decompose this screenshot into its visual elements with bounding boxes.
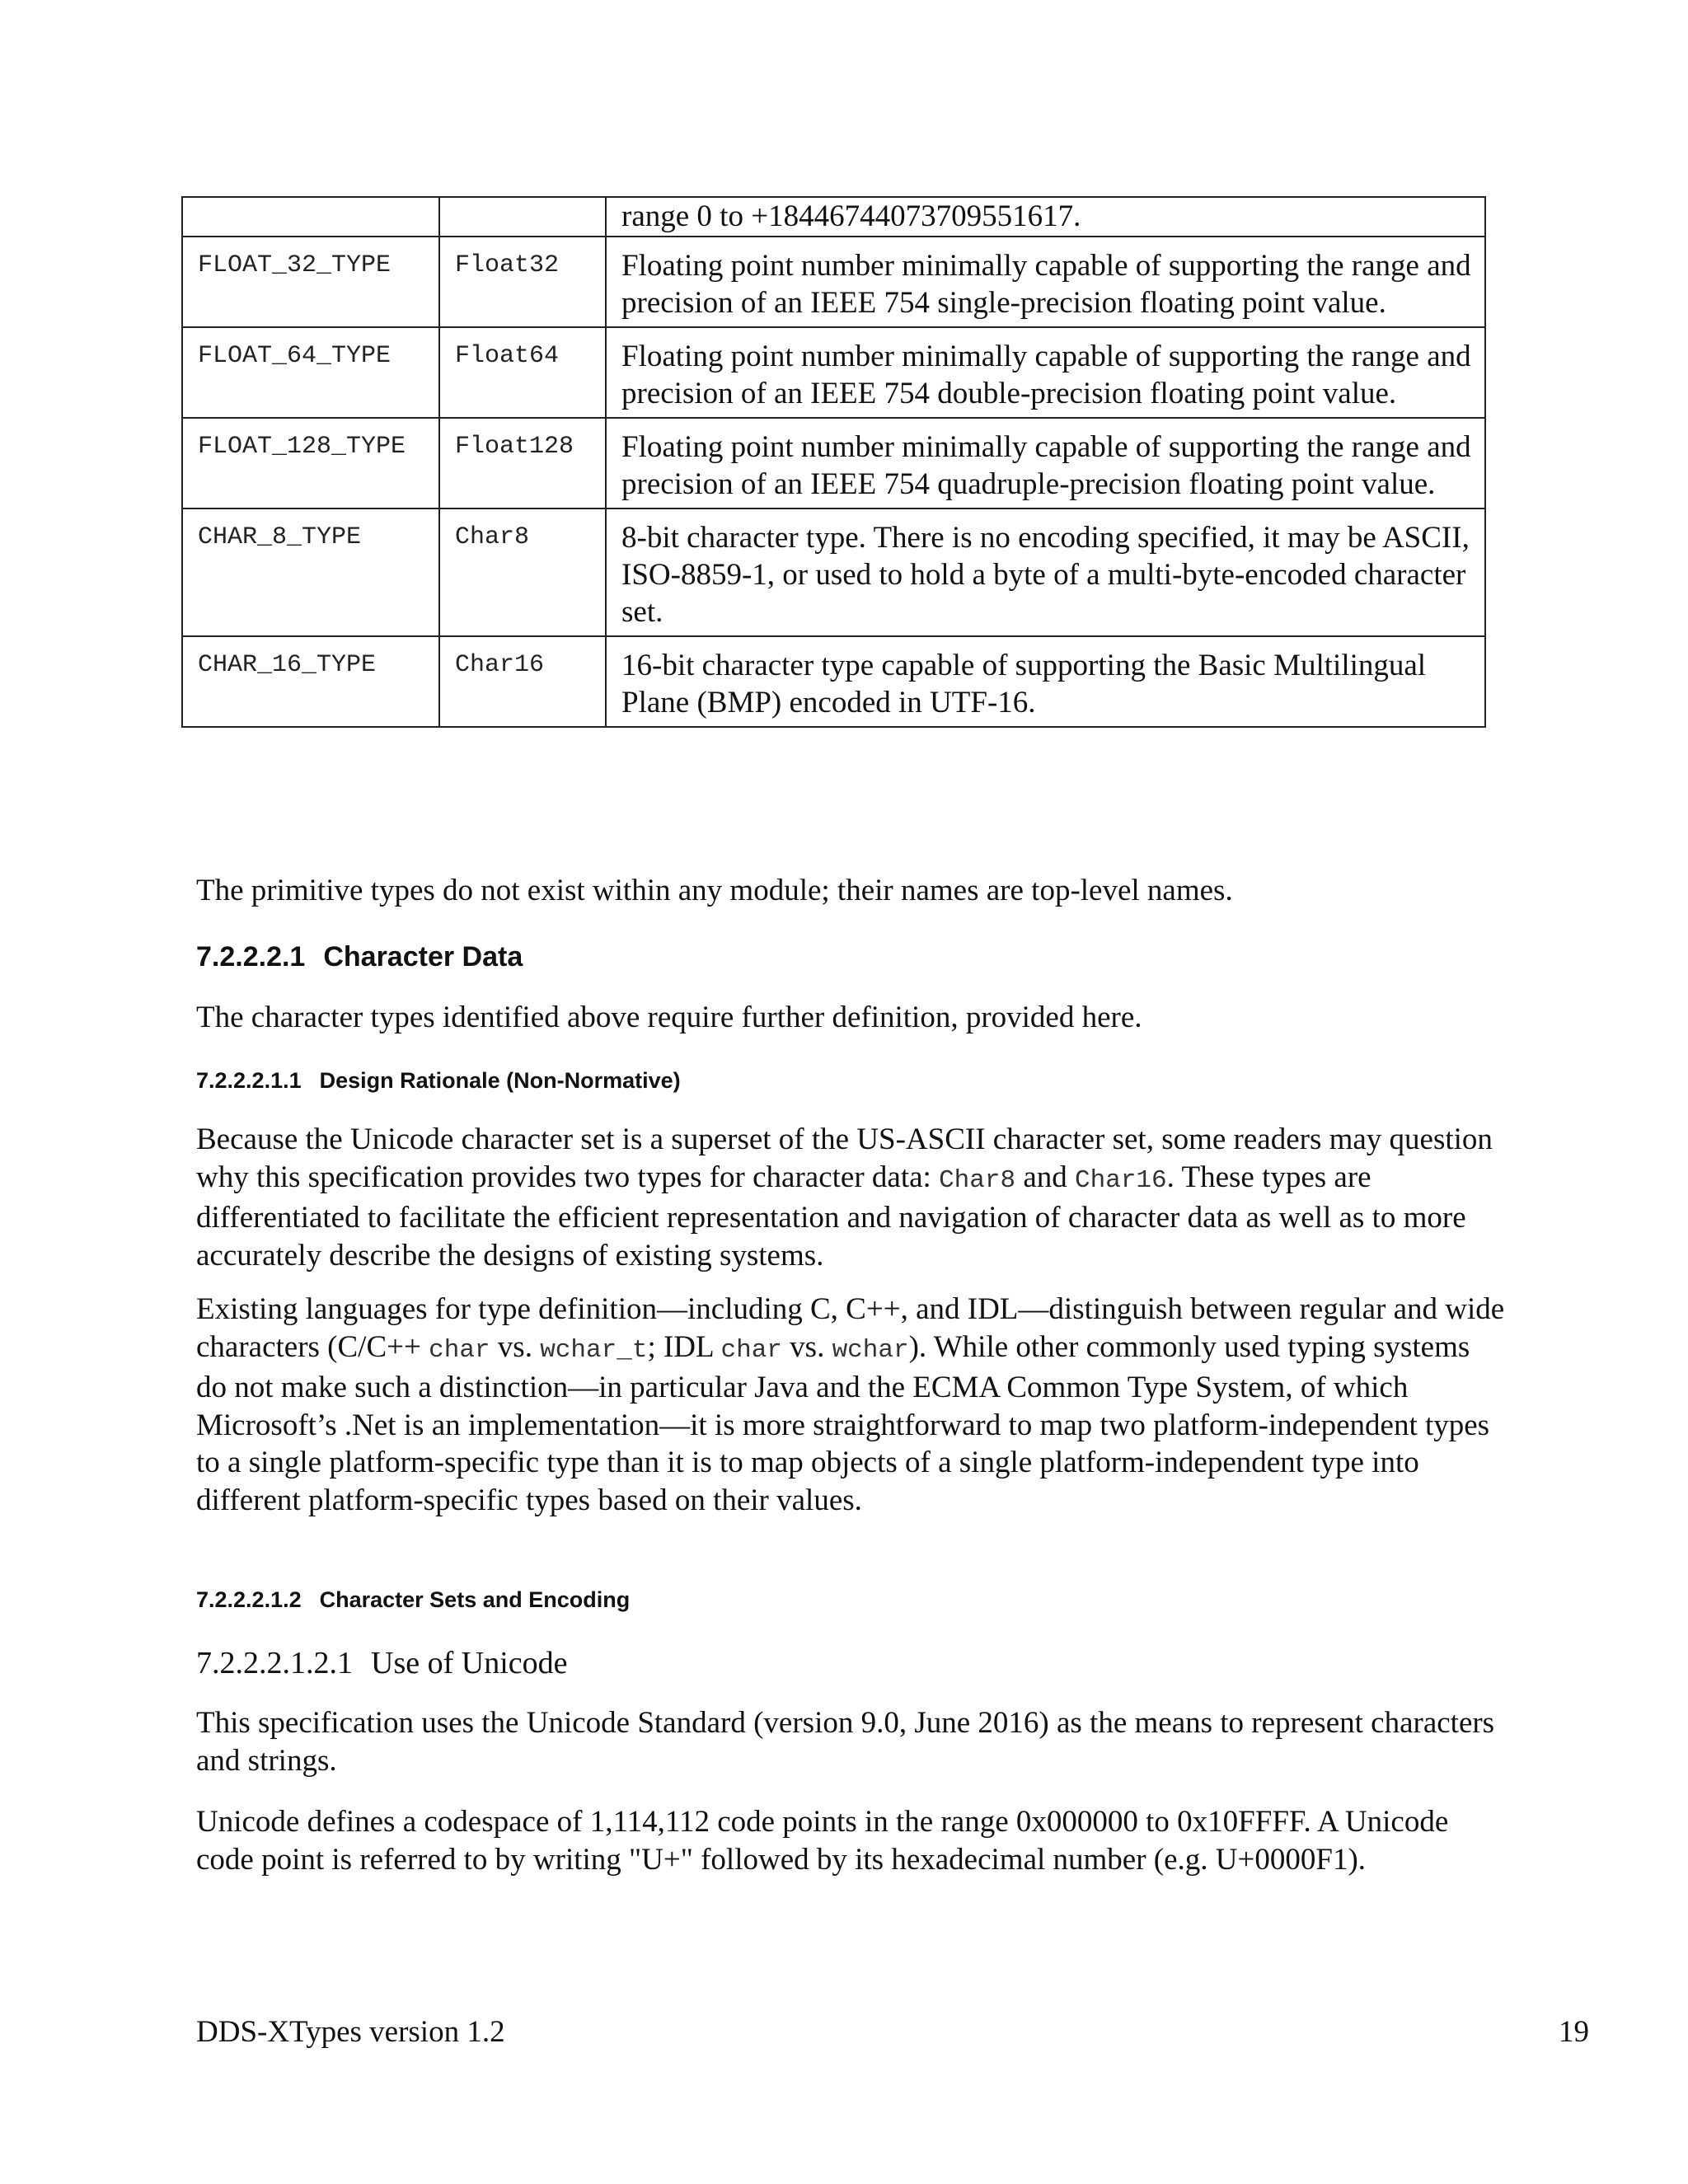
section-title: Use of Unicode — [371, 1646, 568, 1680]
section-number: 7.2.2.2.1.1 — [196, 1068, 302, 1093]
code-wchar: wchar — [832, 1335, 909, 1365]
section-heading-design-rationale — [196, 1068, 681, 1094]
code-char: char — [720, 1335, 782, 1365]
section-heading-use-of-unicode — [196, 1645, 567, 1681]
section-title: Character Sets and Encoding — [319, 1587, 631, 1612]
code-char: char — [429, 1335, 490, 1365]
type-description: 16-bit character type capable of supporting the Basic Multilingual Plane (BMP) encoded in UTF-16. — [621, 649, 1427, 719]
section-title: Character Data — [323, 941, 523, 972]
section-heading-character-data — [196, 941, 523, 973]
type-kind: FLOAT_64_TYPE — [198, 342, 392, 370]
type-name: Float128 — [455, 433, 574, 461]
code-wchar-t: wchar_t — [540, 1335, 648, 1365]
table-row — [182, 636, 1485, 727]
type-kind — [183, 198, 438, 208]
type-kind: CHAR_8_TYPE — [198, 523, 362, 551]
type-name: Char16 — [455, 651, 545, 679]
primitive-types-table — [181, 196, 1486, 728]
type-name: Float32 — [455, 251, 560, 279]
type-description: range 0 to +18446744073709551617. — [621, 199, 1081, 233]
primitive-types-note: The primitive types do not exist within any module; their names are top-level names. — [196, 874, 1233, 907]
code-char16: Char16 — [1075, 1165, 1167, 1195]
table-row — [182, 418, 1485, 509]
section-number: 7.2.2.2.1 — [196, 941, 306, 972]
type-kind: CHAR_16_TYPE — [198, 651, 377, 679]
rationale-paragraph-1: Because the Unicode character set is a superset of the US-ASCII character set, some readers may question why this specification provides two types for character data: Char8 and Char16. These types are differentiated to facilitate the efficient representation and navigation of character data as well as to more accurately describe the designs of existing systems. — [196, 1122, 1493, 1272]
section-heading-character-sets — [196, 1587, 630, 1613]
section-number: 7.2.2.2.1.2 — [196, 1587, 302, 1612]
type-description: Floating point number minimally capable of supporting the range and precision of an IEEE 754 quadruple-precision floating point value. — [621, 430, 1471, 501]
type-name — [440, 198, 605, 208]
type-kind: FLOAT_128_TYPE — [198, 433, 406, 461]
character-data-intro: The character types identified above require further definition, provided here. — [196, 1001, 1142, 1034]
rationale-paragraph-2: Existing languages for type definition—including C, C++, and IDL—distinguish between regular and wide characters (C/C++ char vs. wchar_t; IDL char vs. wchar). While other commonly used typing systems do not make such a distinction—in particular Java and the ECMA Common Type System, of which Microsoft’s .Net is an implementation—it is more straightforward to map two platform-independent types to a single platform-specific type than it is to map objects of a single platform-independent type into different platform-specific types based on their values. — [196, 1292, 1505, 1517]
footer-document-title: DDS-XTypes version 1.2 — [196, 2015, 505, 2049]
code-char8: Char8 — [939, 1165, 1016, 1195]
type-description: Floating point number minimally capable of supporting the range and precision of an IEEE 754 double-precision floating point value. — [621, 340, 1471, 410]
type-name: Char8 — [455, 523, 530, 551]
footer-page-number: 19 — [1559, 2015, 1589, 2049]
type-name: Float64 — [455, 342, 560, 370]
section-title: Design Rationale (Non-Normative) — [319, 1068, 681, 1093]
unicode-paragraph-2: Unicode defines a codespace of 1,114,112 code points in the range 0x000000 to 0x10FFFF. A Unicode code point is referred to by writing "U+" followed by its hexadecimal number (e.g. U+0000F1). — [196, 1805, 1449, 1877]
type-description: Floating point number minimally capable of supporting the range and precision of an IEEE 754 single-precision floating point value. — [621, 249, 1471, 320]
type-kind: FLOAT_32_TYPE — [198, 251, 392, 279]
table-row — [182, 327, 1485, 418]
unicode-paragraph-1: This specification uses the Unicode Standard (version 9.0, June 2016) as the means to represent characters and strings. — [196, 1706, 1495, 1778]
section-number: 7.2.2.2.1.2.1 — [196, 1646, 353, 1680]
type-description: 8-bit character type. There is no encoding specified, it may be ASCII, ISO-8859-1, or used to hold a byte of a multi-byte-encoded character set. — [621, 521, 1470, 629]
table-row — [182, 237, 1485, 327]
table-row — [182, 509, 1485, 636]
table-row — [182, 197, 1485, 237]
